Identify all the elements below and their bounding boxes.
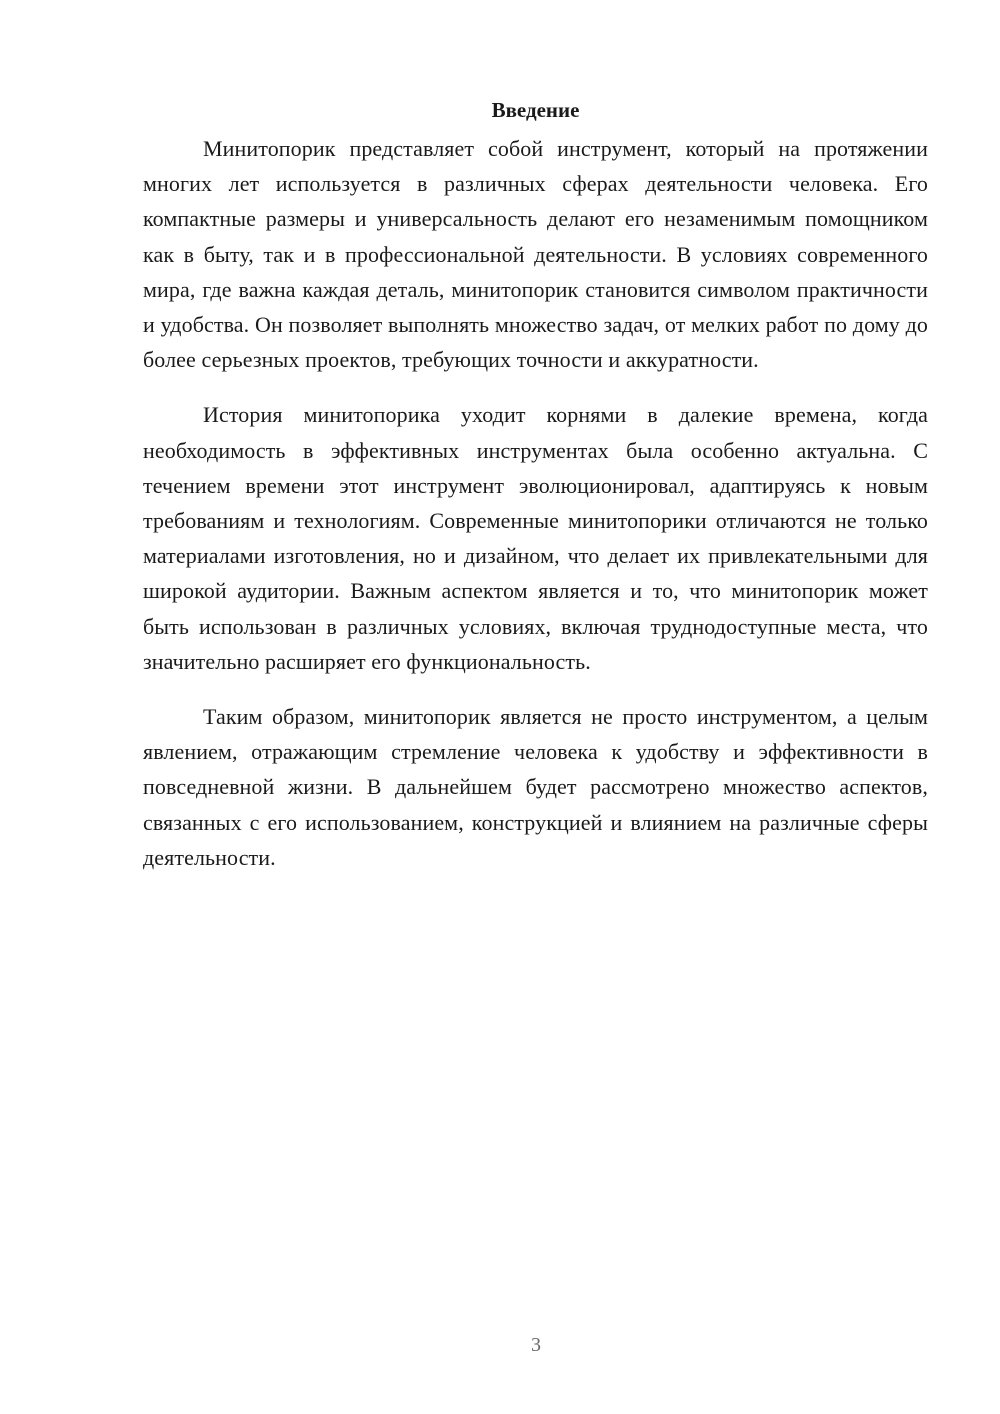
page-number: 3 [531, 1334, 541, 1356]
paragraph-2: История минитопорика уходит корнями в далекие времена, когда необходимость в эффективных инструментах была особенно актуальна. С течением времени этот инструмент эволюционировал, адаптируясь к новым требованиям и технологиям. Современные минитопорики отличаются не только материалами изготовления, но и дизайном, что делает их привлекательными для широкой аудитории. Важным аспектом является и то, что минитопорик может быть использован в различных условиях, включая труднодоступные места, что значительно расширяет его функциональность. [143, 402, 928, 674]
paragraph-3: Таким образом, минитопорик является не просто инструментом, а целым явлением, отражающим стремление человека к удобству и эффективности в повседневной жизни. В дальнейшем будет рассмотрено множество аспектов, связанных с его использованием, конструкцией и влиянием на различные сферы деятельности. [143, 704, 928, 870]
section-title: Введение [491, 98, 580, 122]
paragraph-1: Минитопорик представляет собой инструмент, который на протяжении многих лет используется в различных сферах деятельности человека. Его компактные размеры и универсальность делают его незаменимым помощником как в быту, так и в профессиональной деятельности. В условиях современного мира, где важна каждая деталь, минитопорик становится символом практичности и удобства. Он позволяет выполнять множество задач, от мелких работ по дому до более серьезных проектов, требующих точности и аккуратности. [143, 136, 928, 373]
page-content [143, 95, 928, 895]
